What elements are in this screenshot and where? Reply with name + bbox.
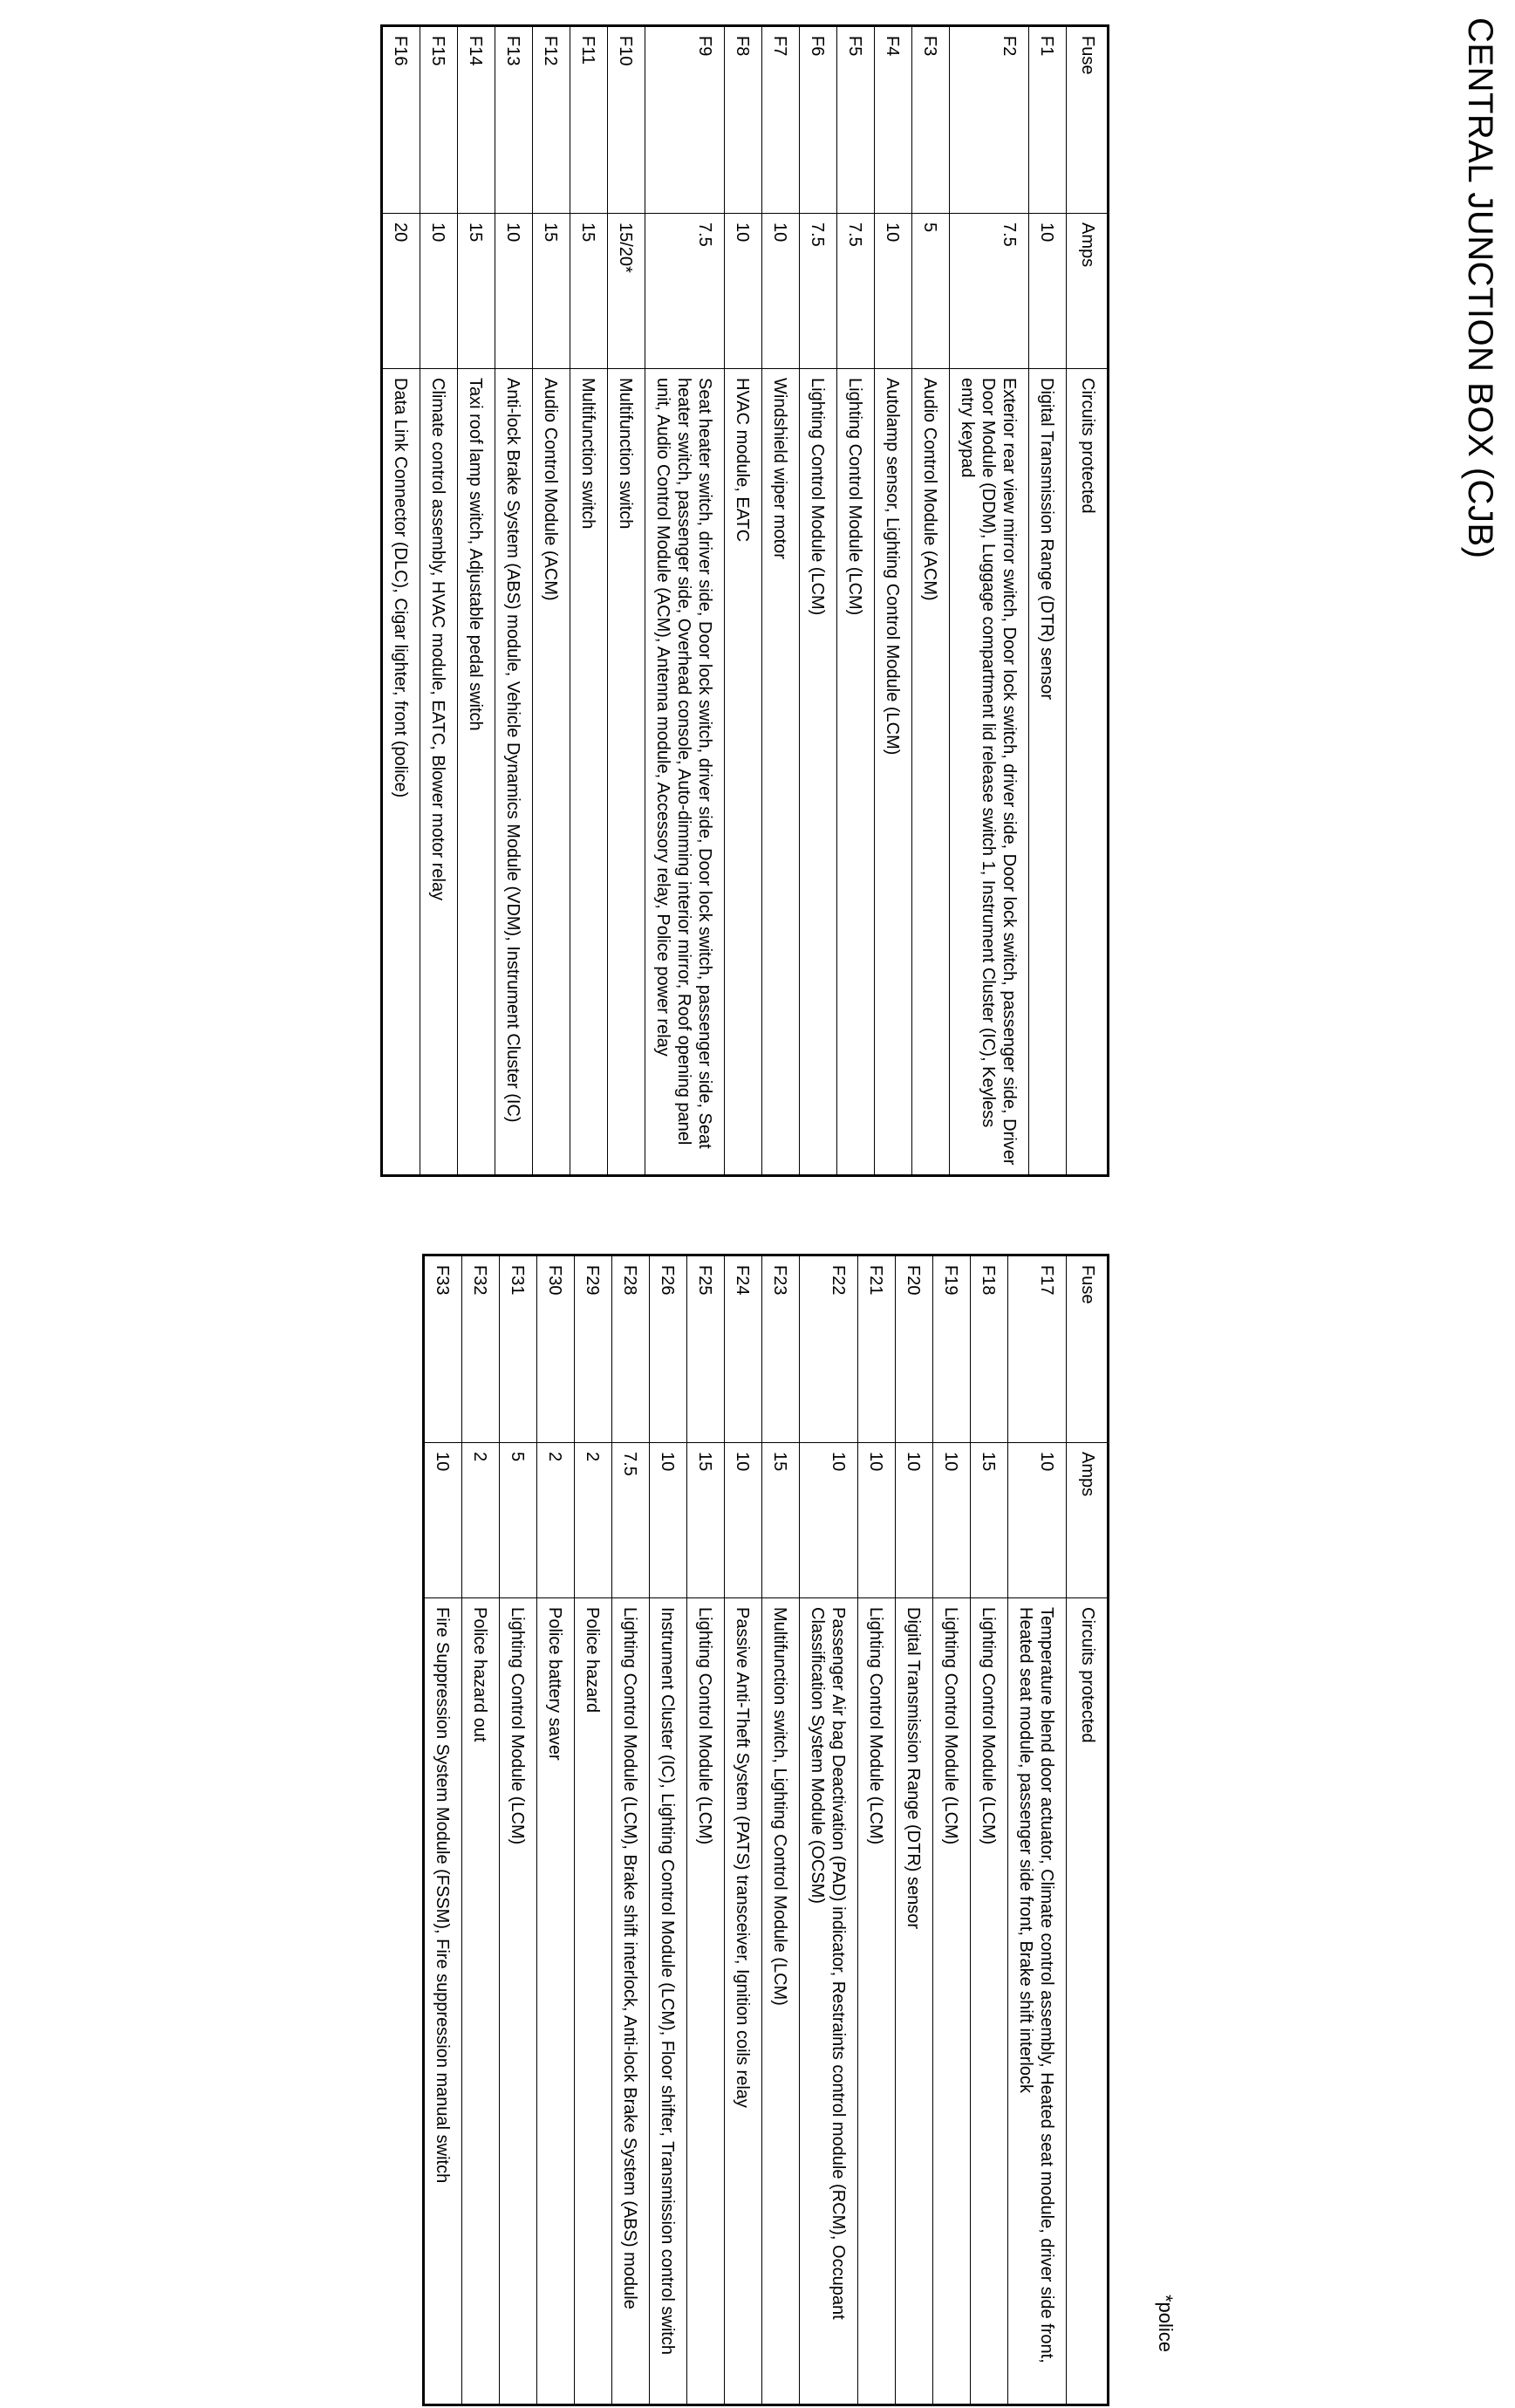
cell-circuits: Exterior rear view mirror switch, Door lock switch, driver side, Door lock switch, passenger side, Driver Door Module (DDM), Luggage compartment lid release switch 1, Instrument Cluster (IC), Keyless entry keypad xyxy=(950,369,1029,1176)
table-row xyxy=(645,26,725,1176)
cell-circuits: Climate control assembly, HVAC module, EATC, Blower motor relay xyxy=(420,369,458,1176)
cell-amps: 7.5 xyxy=(645,214,725,369)
fuse-table-left-body xyxy=(382,26,1067,1176)
cell-fuse: F15 xyxy=(420,26,458,214)
table-row xyxy=(575,1255,612,2405)
cell-circuits: Multifunction switch xyxy=(608,369,645,1176)
table-row xyxy=(687,1255,725,2405)
cell-amps: 15 xyxy=(971,1443,1008,1598)
table-row xyxy=(537,1255,575,2405)
cell-amps: 15/20* xyxy=(608,214,645,369)
cell-fuse: F6 xyxy=(800,26,837,214)
cell-fuse: F14 xyxy=(458,26,495,214)
cell-circuits: Lighting Control Module (LCM) xyxy=(500,1598,537,2405)
table-row xyxy=(608,26,645,1176)
cell-fuse: F10 xyxy=(608,26,645,214)
cell-circuits: Taxi roof lamp switch, Adjustable pedal switch xyxy=(458,369,495,1176)
cell-amps: 15 xyxy=(687,1443,725,1598)
cell-amps: 10 xyxy=(495,214,533,369)
cell-fuse: F32 xyxy=(462,1255,500,1443)
cell-fuse: F4 xyxy=(875,26,912,214)
table-row xyxy=(800,26,837,1176)
cell-amps: 10 xyxy=(725,1443,762,1598)
cell-amps: 10 xyxy=(1008,1443,1067,1598)
cell-fuse: F21 xyxy=(858,1255,896,1443)
fuse-table-left xyxy=(380,24,1109,1177)
cell-amps: 10 xyxy=(420,214,458,369)
cell-amps: 10 xyxy=(858,1443,896,1598)
table-row xyxy=(500,1255,537,2405)
header-circuits: Circuits protected xyxy=(1067,1598,1109,2405)
cell-fuse: F13 xyxy=(495,26,533,214)
table-row xyxy=(725,26,762,1176)
table-row xyxy=(570,26,608,1176)
cell-circuits: HVAC module, EATC xyxy=(725,369,762,1176)
cell-amps: 10 xyxy=(875,214,912,369)
cell-circuits: Lighting Control Module (LCM) xyxy=(687,1598,725,2405)
table-row xyxy=(950,26,1029,1176)
cell-amps: 15 xyxy=(533,214,570,369)
table-row xyxy=(912,26,950,1176)
cell-fuse: F5 xyxy=(837,26,875,214)
cell-amps: 7.5 xyxy=(950,214,1029,369)
header-amps: Amps xyxy=(1067,1443,1109,1598)
cell-circuits: Passive Anti-Theft System (PATS) transceiver, Ignition coils relay xyxy=(725,1598,762,2405)
table-row xyxy=(420,26,458,1176)
table-row xyxy=(800,1255,858,2405)
cell-amps: 2 xyxy=(537,1443,575,1598)
table-row xyxy=(424,1255,462,2405)
cell-circuits: Police hazard out xyxy=(462,1598,500,2405)
cell-amps: 2 xyxy=(575,1443,612,1598)
cell-amps: 10 xyxy=(1029,214,1067,369)
footnote: *police xyxy=(1155,2295,1177,2353)
cell-circuits: Windshield wiper motor xyxy=(762,369,800,1176)
table-row xyxy=(495,26,533,1176)
cell-circuits: Digital Transmission Range (DTR) sensor xyxy=(1029,369,1067,1176)
cell-amps: 15 xyxy=(570,214,608,369)
cell-fuse: F19 xyxy=(933,1255,971,1443)
table-row xyxy=(837,26,875,1176)
cell-amps: 7.5 xyxy=(612,1443,650,1598)
cell-amps: 10 xyxy=(896,1443,933,1598)
cell-circuits: Autolamp sensor, Lighting Control Module (LCM) xyxy=(875,369,912,1176)
cell-amps: 7.5 xyxy=(837,214,875,369)
cell-fuse: F12 xyxy=(533,26,570,214)
cell-circuits: Digital Transmission Range (DTR) sensor xyxy=(896,1598,933,2405)
cell-circuits: Data Link Connector (DLC), Cigar lighter, front (police) xyxy=(382,369,420,1176)
cell-fuse: F3 xyxy=(912,26,950,214)
cell-amps: 10 xyxy=(725,214,762,369)
table-row xyxy=(725,1255,762,2405)
cell-fuse: F9 xyxy=(645,26,725,214)
cell-circuits: Audio Control Module (ACM) xyxy=(912,369,950,1176)
header-circuits: Circuits protected xyxy=(1067,369,1109,1176)
cell-circuits: Police battery saver xyxy=(537,1598,575,2405)
cell-circuits: Anti-lock Brake System (ABS) module, Vehicle Dynamics Module (VDM), Instrument Cluster (IC) xyxy=(495,369,533,1176)
cell-circuits: Lighting Control Module (LCM) xyxy=(837,369,875,1176)
cell-amps: 10 xyxy=(800,1443,858,1598)
page-title: CENTRAL JUNCTION BOX (CJB) xyxy=(1461,17,1499,559)
table-row xyxy=(650,1255,687,2405)
table-row xyxy=(971,1255,1008,2405)
cell-fuse: F1 xyxy=(1029,26,1067,214)
cell-circuits: Instrument Cluster (IC), Lighting Control Module (LCM), Floor shifter, Transmission control switch xyxy=(650,1598,687,2405)
header-fuse: Fuse xyxy=(1067,1255,1109,1443)
cell-fuse: F2 xyxy=(950,26,1029,214)
cell-circuits: Passenger Air bag Deactivation (PAD) indicator, Restraints control module (RCM), Occupant Classification System Module (OCSM) xyxy=(800,1598,858,2405)
cell-fuse: F33 xyxy=(424,1255,462,1443)
cell-fuse: F16 xyxy=(382,26,420,214)
table-row xyxy=(933,1255,971,2405)
table-row xyxy=(533,26,570,1176)
table-row xyxy=(858,1255,896,2405)
cell-fuse: F22 xyxy=(800,1255,858,1443)
table-header-row xyxy=(1067,26,1109,1176)
cell-amps: 15 xyxy=(762,1443,800,1598)
cell-fuse: F25 xyxy=(687,1255,725,1443)
cell-fuse: F26 xyxy=(650,1255,687,1443)
cell-fuse: F18 xyxy=(971,1255,1008,1443)
cell-amps: 20 xyxy=(382,214,420,369)
table-row xyxy=(612,1255,650,2405)
fuse-table-right xyxy=(422,1254,1109,2406)
header-amps: Amps xyxy=(1067,214,1109,369)
cell-amps: 10 xyxy=(424,1443,462,1598)
cell-amps: 5 xyxy=(912,214,950,369)
cell-circuits: Lighting Control Module (LCM) xyxy=(800,369,837,1176)
cell-amps: 5 xyxy=(500,1443,537,1598)
fuse-table-right-body xyxy=(424,1255,1067,2405)
table-row xyxy=(382,26,420,1176)
cell-fuse: F24 xyxy=(725,1255,762,1443)
cell-fuse: F23 xyxy=(762,1255,800,1443)
table-row xyxy=(896,1255,933,2405)
cell-fuse: F17 xyxy=(1008,1255,1067,1443)
cell-circuits: Temperature blend door actuator, Climate control assembly, Heated seat module, driver side front, Heated seat module, passenger side front, Brake shift interlock xyxy=(1008,1598,1067,2405)
cell-fuse: F7 xyxy=(762,26,800,214)
table-row xyxy=(458,26,495,1176)
table-row xyxy=(1008,1255,1067,2405)
cell-fuse: F28 xyxy=(612,1255,650,1443)
header-fuse: Fuse xyxy=(1067,26,1109,214)
cell-amps: 2 xyxy=(462,1443,500,1598)
cell-circuits: Lighting Control Module (LCM) xyxy=(933,1598,971,2405)
cell-amps: 10 xyxy=(762,214,800,369)
cell-fuse: F31 xyxy=(500,1255,537,1443)
cell-fuse: F11 xyxy=(570,26,608,214)
cell-circuits: Lighting Control Module (LCM) xyxy=(858,1598,896,2405)
cell-circuits: Lighting Control Module (LCM) xyxy=(971,1598,1008,2405)
cell-circuits: Seat heater switch, driver side, Door lock switch, driver side, Door lock switch, passenger side, Seat heater switch, passenger side, Overhead console, Auto-dimming interior mirror, Roof opening panel unit, Audio Control Module (ACM), Antenna module, Accessory relay, Police power relay xyxy=(645,369,725,1176)
table-row xyxy=(1029,26,1067,1176)
table-row xyxy=(762,26,800,1176)
cell-amps: 7.5 xyxy=(800,214,837,369)
cell-circuits: Fire Suppression System Module (FSSM), Fire suppression manual switch xyxy=(424,1598,462,2405)
cell-fuse: F8 xyxy=(725,26,762,214)
cell-circuits: Police hazard xyxy=(575,1598,612,2405)
cell-fuse: F20 xyxy=(896,1255,933,1443)
cell-circuits: Multifunction switch xyxy=(570,369,608,1176)
cell-circuits: Lighting Control Module (LCM), Brake shift interlock, Anti-lock Brake System (ABS) module xyxy=(612,1598,650,2405)
cell-fuse: F29 xyxy=(575,1255,612,1443)
table-row xyxy=(875,26,912,1176)
table-row xyxy=(762,1255,800,2405)
cell-amps: 10 xyxy=(933,1443,971,1598)
cell-circuits: Audio Control Module (ACM) xyxy=(533,369,570,1176)
table-header-row xyxy=(1067,1255,1109,2405)
table-row xyxy=(462,1255,500,2405)
cell-amps: 10 xyxy=(650,1443,687,1598)
cell-amps: 15 xyxy=(458,214,495,369)
cell-fuse: F30 xyxy=(537,1255,575,1443)
cell-circuits: Multifunction switch, Lighting Control Module (LCM) xyxy=(762,1598,800,2405)
